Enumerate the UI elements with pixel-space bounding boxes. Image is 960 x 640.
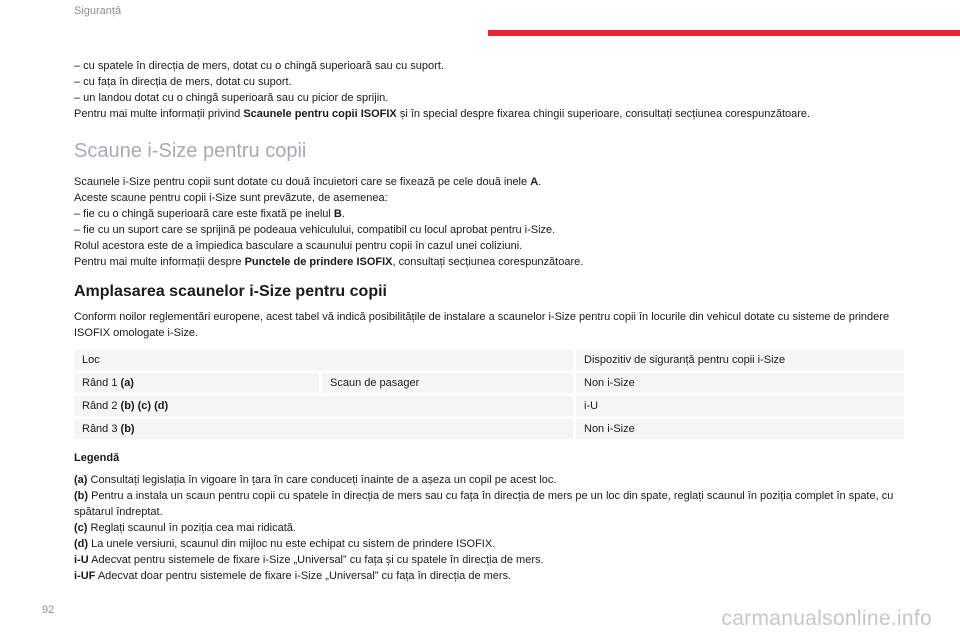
isize-paragraph: Aceste scaune pentru copii i-Size sunt prevăzute, de asemenea:	[74, 192, 388, 204]
table-row	[74, 373, 904, 393]
legend-text: Adecvat doar pentru sistemele de fixare i-Size „Universal” cu fața în direcția de mers.	[95, 570, 512, 582]
para-text: .	[538, 176, 542, 188]
legend-key: (b)	[74, 490, 89, 502]
legend-item	[74, 488, 904, 520]
legend-text: Pentru a instala un scaun pentru copii cu spatele în direcția de mers sau cu fața în direcția de mers pe un loc din spate, reglați scaunul în poziția complet în spate, cu spătarul îndreptat.	[74, 490, 894, 518]
isize-paragraph	[74, 254, 904, 270]
placement-heading: Amplasarea scaunelor i-Size pentru copii	[74, 283, 387, 300]
row-note: (a)	[120, 377, 134, 389]
table-header-row	[74, 350, 904, 370]
table-cell: Non i-Size	[576, 419, 904, 439]
para-text: – fie cu o chingă superioară care este fixată pe inelul	[74, 208, 334, 220]
row-note: (b) (c) (d)	[120, 400, 169, 412]
isize-paragraph: Rolul acestora este de a împiedica basculare a scaunului pentru copii în cazul unei coliziuni.	[74, 240, 523, 252]
table-cell	[74, 373, 322, 393]
intro-item: – cu spatele în direcția de mers, dotat cu o chingă superioară sau cu suport.	[74, 60, 444, 72]
header-section-label: Siguranță	[74, 5, 122, 17]
note-text: și în special despre fixarea chingii superioare, consultați secțiunea corespunzătoare.	[396, 108, 811, 120]
intro-item: – cu fața în direcția de mers, dotat cu suport.	[74, 76, 292, 88]
table-header-cell: Dispozitiv de siguranță pentru copii i-Size	[576, 350, 904, 370]
isofix-points-ref: Punctele de prindere ISOFIX	[244, 256, 393, 268]
row-note: (b)	[120, 423, 135, 435]
legend-title: Legendă	[74, 452, 120, 464]
table-cell: i-U	[576, 396, 904, 416]
row-label: Rând 2	[82, 400, 121, 412]
header-accent-bar	[488, 30, 960, 36]
table-row	[74, 419, 904, 439]
legend-key: (a)	[74, 474, 88, 486]
isize-placement-table	[74, 347, 904, 442]
para-text: .	[341, 208, 345, 220]
legend-list	[74, 472, 904, 584]
isize-paragraph	[74, 174, 904, 190]
legend-text: Reglați scaunul în poziția cea mai ridicată.	[87, 522, 296, 534]
table-cell	[74, 419, 576, 439]
ring-a-ref: A	[530, 176, 539, 188]
page-content	[74, 58, 904, 584]
legend-item	[74, 568, 904, 584]
legend-item	[74, 536, 904, 552]
legend-text: La unele versiuni, scaunul din mijloc nu este echipat cu sistem de prindere ISOFIX.	[88, 538, 496, 550]
legend-text: Consultați legislația în vigoare în țara în care conduceți înainte de a așeza un copil pe acest loc.	[87, 474, 557, 486]
para-text: Pentru mai multe informații despre	[74, 256, 245, 268]
legend-text: Adecvat pentru sistemele de fixare i-Size „Universal” cu fața și cu spatele în direcția de mers.	[88, 554, 544, 566]
legend-item	[74, 520, 904, 536]
table-cell: Scaun de pasager	[322, 373, 576, 393]
isize-heading: Scaune i-Size pentru copii	[74, 140, 307, 162]
row-label: Rând 3	[82, 423, 121, 435]
page-number: 92	[42, 604, 55, 616]
table-row	[74, 396, 904, 416]
table-header-cell: Loc	[74, 350, 576, 370]
note-text: Pentru mai multe informații privind	[74, 108, 244, 120]
table-cell: Non i-Size	[576, 373, 904, 393]
legend-key: i-U	[74, 554, 89, 566]
note-bold-ref: Scaunele pentru copii ISOFIX	[243, 108, 397, 120]
isize-list-item: – fie cu un suport care se sprijină pe podeaua vehiculului, compatibil cu locul aprobat pentru i-Size.	[74, 224, 556, 236]
isize-list-item	[74, 206, 904, 222]
legend-key: (d)	[74, 538, 89, 550]
para-text: Scaunele i-Size pentru copii sunt dotate cu două încuietori care se fixează pe cele două inele	[74, 176, 531, 188]
legend-key: i-UF	[74, 570, 96, 582]
placement-intro: Conform noilor reglementări europene, acest tabel vă indică posibilitățile de instalare a scaunelor i-Size pentru copii în locurile din vehicul dotate cu sisteme de prindere ISOFIX omologate i-Size.	[74, 311, 890, 339]
table-cell	[74, 396, 576, 416]
legend-item	[74, 472, 904, 488]
row-label: Rând 1	[82, 377, 121, 389]
intro-item: – un landou dotat cu o chingă superioară sau cu picior de sprijin.	[74, 92, 389, 104]
legend-key: (c)	[74, 522, 88, 534]
para-text: , consultați secțiunea corespunzătoare.	[392, 256, 584, 268]
legend-item	[74, 552, 904, 568]
isofix-note	[74, 106, 904, 122]
watermark: carmanualsonline.info	[721, 607, 932, 630]
ring-b-ref: B	[333, 208, 342, 220]
